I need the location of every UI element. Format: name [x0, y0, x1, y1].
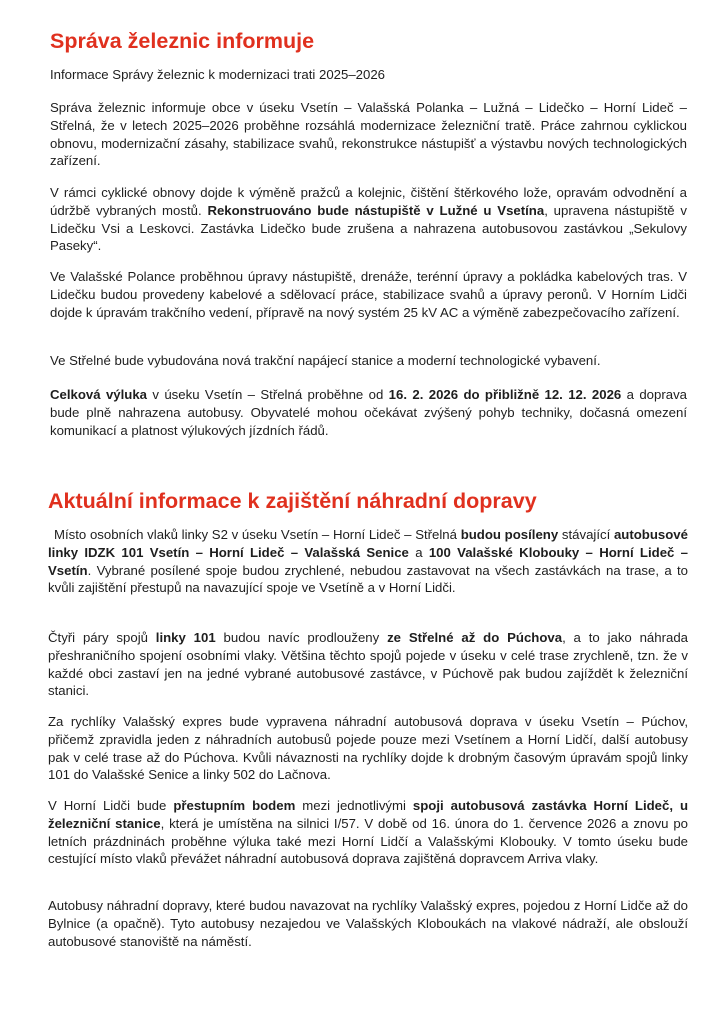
- text-run: stávající: [558, 527, 614, 542]
- bold-text-run: Rekonstruováno bude nástupiště v Lužné u Vsetína: [207, 202, 545, 218]
- text-run: Za rychlíky Valašský expres bude vypravena náhradní autobusová doprava v úseku Vsetín – Púchov, přičemž zpravidla jeden z náhradních autobusů pojede pouze mezi Vsetínem a Horní Lidčí, další autobusy pak v celé trase až do Púchova. Kvůli návaznosti na rychlíky dojde k drobným časovým úpravám spojů linky 101 do Valašské Senice a linky 502 do Lačnova.: [48, 714, 688, 783]
- text-run: Ve Střelné bude vybudována nová trakční napájecí stanice a moderní technologické vybavení.: [50, 353, 601, 368]
- text-run: Správa železnic informuje obce v úseku Vsetín – Valašská Polanka – Lužná – Lidečko – Horní Lideč – Střelná, že v letech 2025–2026 proběhne rozsáhlá modernizace železniční tratě. Práce zahrnou cyklickou obnovu, modernizační zásahy, stabilizace svahů, rekonstrukce nástupišť a výstavbu nových technologických zařízení.: [50, 100, 687, 169]
- text-run: a doprava bude plně nahrazena autobusy. Obyvatelé mohou očekávat zvýšený pohyb techniky, dočasná omezení komunikací a platnost výlukových jízdních řádů.: [50, 387, 687, 438]
- text-run: . Vybrané posílené spoje budou zrychlené, nebudou zastavovat na všech zastávkách na trase, a to kvůli zajištění přestupů na navazující spoje ve Vsetíně a v Horní Lidči.: [48, 562, 688, 596]
- section1-subtitle: Informace Správy železnic k modernizaci trati 2025–2026: [50, 67, 385, 82]
- bold-text-run: 100 Valašské Klobouky – Horní Lideč – Vsetín: [48, 544, 689, 578]
- text-run: Autobusy náhradní dopravy, které budou navazovat na rychlíky Valašský expres, pojedou z Horní Lidče až do Bylnice (a opačně). Tyto autobusy nezajedou ve Valašských Kloboukách na vlakové nádraží, ale obslouží autobusové stanoviště na náměstí.: [48, 898, 688, 949]
- section2-paragraph-1: [48, 526, 688, 597]
- bold-text-run: přestupním bodem: [173, 798, 296, 813]
- section1-paragraph-1: [50, 99, 687, 170]
- text-run: budou navíc prodlouženy: [215, 630, 388, 645]
- text-run: V rámci cyklické obnovy dojde k výměně pražců a kolejnic, čištění štěrkového lože, opravám odvodnění a údržbě vybraných mostů.: [50, 185, 687, 218]
- text-run: mezi jednotlivými: [295, 798, 413, 813]
- text-run: Místo osobních vlaků linky S2 v úseku Vsetín – Horní Lideč – Střelná: [54, 527, 461, 542]
- section2-heading: Aktuální informace k zajištění náhradní dopravy: [48, 489, 537, 513]
- bold-text-run: budou posíleny: [460, 527, 559, 542]
- bold-text-run: autobusové linky IDZK 101 Vsetín – Horní Lideč – Valašská Senice: [48, 527, 688, 560]
- text-run: Ve Valašské Polance proběhnou úpravy nástupiště, drenáže, terénní úpravy a pokládka kabelových tras. V Lidečku budou provedeny kabelové a sdělovací práce, stabilizace svahů a úpravy peronů. V Horním Lidči dojde k úpravám trakčního vedení, přípravě na nový systém 25 kV AC a výměně zabezpečovacího zařízení.: [50, 269, 687, 320]
- text-run: , a to jako náhrada přeshraničního spojení osobními vlaky. Většina těchto spojů pojede v úseku v celé trase zrychleně, tzn. že v každé obci zastaví jen na jedné vybrané autobusové zastávce, v Púchově pak budou zajíždět k železniční stanici.: [48, 630, 688, 699]
- text-run: Čtyři páry spojů: [48, 630, 156, 645]
- section1-paragraph-5: [50, 386, 687, 439]
- bold-text-run: linky 101: [155, 630, 216, 645]
- bold-text-run: spoji autobusová zastávka Horní Lideč, u železniční stanice: [48, 798, 688, 831]
- section1-heading: Správa železnic informuje: [50, 29, 315, 53]
- section1-paragraph-2: [50, 184, 687, 255]
- section1-paragraph-4: [50, 352, 700, 370]
- text-run: , která je umístěna na silnici I/57. V době od 16. února do 1. července 2026 a znovu po letních prázdninách proběhne výluka také mezi Horní Lidčí a Valašskými Klobouky. V tomto úseku bude cestující místo vlaků převážet náhradní autobusová doprava zajištěná dopravcem Arriva vlaky.: [48, 815, 688, 867]
- text-run: v úseku Vsetín – Střelná proběhne od: [147, 387, 389, 402]
- section2-paragraph-2: [48, 629, 688, 700]
- text-run: , upravena nástupiště v Lidečku Vsi a Leskovci. Zastávka Lidečko bude zrušena a nahrazena autobusovou zastávkou „Sekulovy Paseky“.: [50, 202, 687, 254]
- bold-text-run: 16. 2. 2026 do přibližně 12. 12. 2026: [388, 387, 622, 402]
- section2-paragraph-4: [48, 797, 688, 868]
- text-run: a: [408, 544, 429, 560]
- text-run: V Horní Lidči bude: [48, 798, 174, 813]
- section2-paragraph-3: [48, 713, 688, 784]
- bold-text-run: Celková výluka: [50, 387, 148, 402]
- section2-paragraph-5: [48, 897, 688, 950]
- section1-paragraph-3: [50, 268, 687, 321]
- bold-text-run: ze Střelné až do Púchova: [387, 630, 563, 645]
